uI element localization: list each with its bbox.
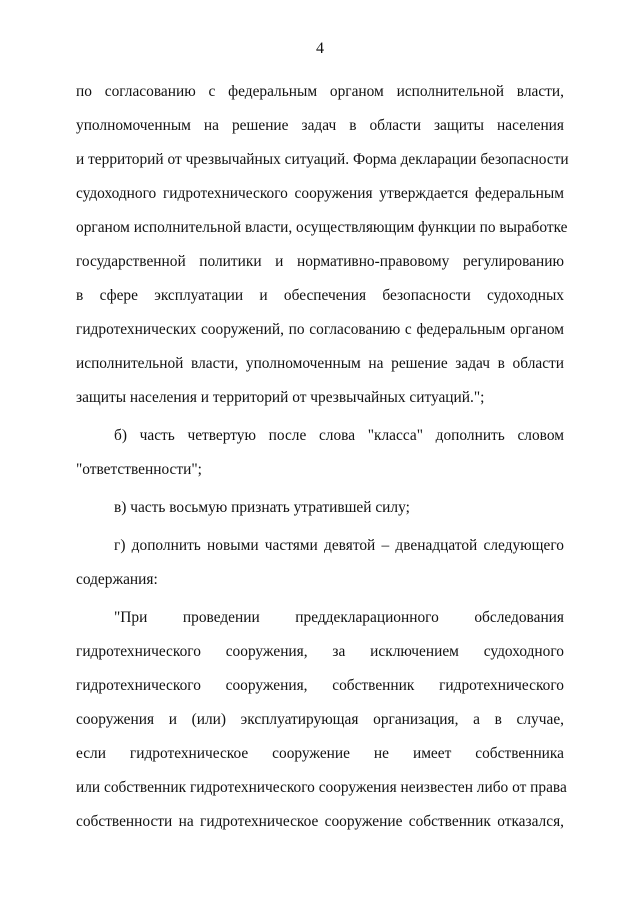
text-line: "При проведении преддекларационного обследования <box>114 609 564 626</box>
text-line: содержания: <box>76 571 158 588</box>
text-line: гидротехнических сооружений, по согласованию с федеральным органом <box>76 321 564 338</box>
text-line: гидротехнического сооружения, за исключением судоходного <box>76 643 564 660</box>
paragraph <box>76 75 569 415</box>
text-line: собственности на гидротехническое сооружение собственник отказался, <box>76 813 564 830</box>
paragraph <box>76 491 564 525</box>
text-line: б) часть четвертую после слова "класса" дополнить словом <box>114 427 564 444</box>
paragraph <box>76 601 567 839</box>
text-line: г) дополнить новыми частями девятой – двенадцатой следующего <box>114 537 564 554</box>
text-line: органом исполнительной власти, осуществляющим функции по выработке <box>76 219 568 236</box>
document-body <box>76 75 569 839</box>
text-line: защиты населения и территорий от чрезвычайных ситуаций."; <box>76 389 485 406</box>
text-line: и территорий от чрезвычайных ситуаций. Форма декларации безопасности <box>76 151 569 168</box>
text-line: если гидротехническое сооружение не имеет собственника <box>76 745 564 762</box>
text-line: в сфере эксплуатации и обеспечения безопасности судоходных <box>76 287 564 304</box>
page-number: 4 <box>316 40 324 57</box>
text-line: по согласованию с федеральным органом исполнительной власти, <box>76 83 564 100</box>
text-line: сооружения и (или) эксплуатирующая организация, а в случае, <box>76 711 564 728</box>
paragraph <box>76 529 564 597</box>
text-line: судоходного гидротехнического сооружения утверждается федеральным <box>76 185 564 202</box>
text-line: "ответственности"; <box>76 461 202 478</box>
text-line: исполнительной власти, уполномоченным на решение задач в области <box>76 355 564 372</box>
text-line: уполномоченным на решение задач в области защиты населения <box>76 117 564 134</box>
paragraph <box>76 419 564 487</box>
text-line: гидротехнического сооружения, собственник гидротехнического <box>76 677 564 694</box>
text-line: или собственник гидротехнического сооружения неизвестен либо от права <box>76 779 567 796</box>
text-line: в) часть восьмую признать утратившей силу; <box>114 499 410 516</box>
text-line: государственной политики и нормативно-правовому регулированию <box>76 253 564 270</box>
